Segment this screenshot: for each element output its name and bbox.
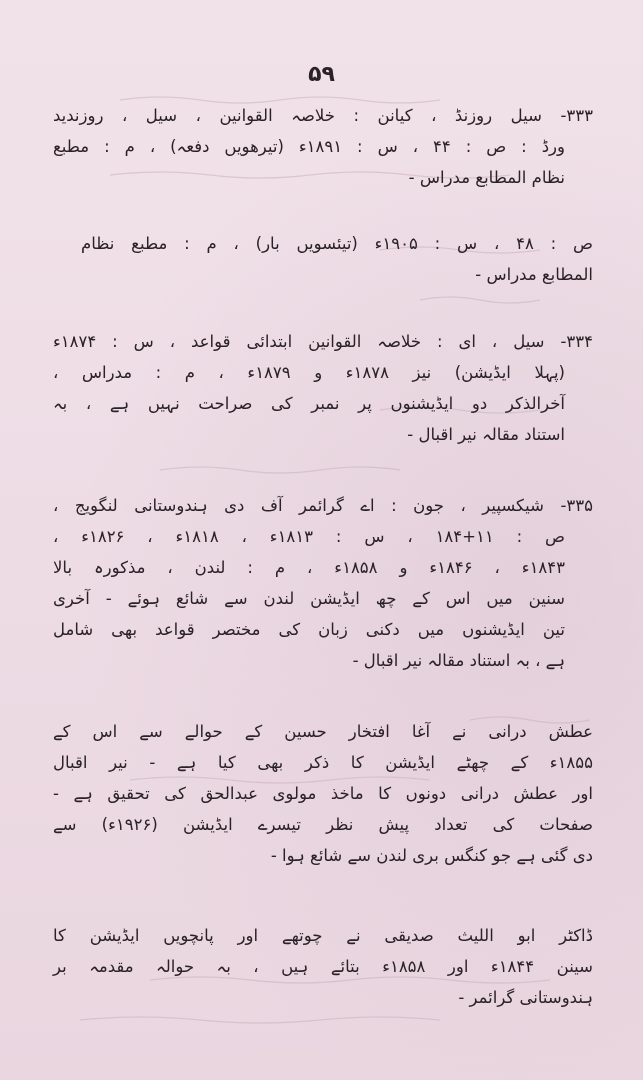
entry-line: ۳۳۴- سیل ، ای : خلاصہ القوانین ابتدائی قواعد ، س : ۱۸۷۴ء [53, 332, 593, 351]
entry-line: ورڈ : ص : ۴۴ ، س : ۱۸۹۱ء (تیرھویں دفعہ) ، م : مطبع [53, 137, 565, 156]
note-paragraph-2 [53, 920, 593, 1013]
entry-334 [53, 326, 593, 450]
entry-335 [53, 490, 593, 676]
note-line: ہندوستانی گرائمر - [458, 988, 593, 1007]
entry-line: ۳۳۳- سیل روزنڈ ، کیانن : خلاصہ القوانین ، سیل ، روزندید [53, 106, 593, 125]
note-line: ۱۸۵۵ء کے چھٹے ایڈیشن کا ذکر بھی کیا ہے - نیر اقبال [53, 753, 593, 772]
entry-line: ص : ۱۱+۱۸۴ ، س : ۱۸۱۳ء ، ۱۸۱۸ء ، ۱۸۲۶ء ، [53, 527, 565, 546]
entry-line: المطابع مدراس - [475, 265, 593, 284]
entry-line: ۳۳۵- شیکسپیر ، جون : اے گرائمر آف دی ہندوستانی لنگویج ، [53, 496, 593, 515]
entry-333-note [81, 228, 593, 290]
note-line: اور عطش درانی دونوں کا ماخذ مولوی عبدالحق کی تحقیق ہے - [53, 784, 593, 803]
entry-line: ہے ، بہ استناد مقالہ نیر اقبال - [352, 651, 565, 670]
entry-line: استناد مقالہ نیر اقبال - [407, 425, 565, 444]
entry-line: سنین میں اس کے چھ ایڈیشن لندن سے شائع ہوئے - آخری [53, 589, 565, 608]
entry-line: (پہلا ایڈیشن) نیز ۱۸۷۸ء و ۱۸۷۹ء ، م : مدراس ، [53, 363, 565, 382]
entry-333 [53, 100, 593, 193]
note-line: دی گئی ہے جو کنگس بری لندن سے شائع ہوا - [270, 846, 593, 865]
entry-line: تین ایڈیشنوں میں دکنی زبان کی مختصر قواعد بھی شامل [53, 620, 565, 639]
note-line: عطش درانی نے آغا افتخار حسین کے حوالے سے اس کے [53, 722, 593, 741]
entry-line: آخرالذکر دو ایڈیشنوں پر نمبر کی صراحت نہیں ہے ، بہ [53, 394, 565, 413]
page-number: ۵۹ [308, 62, 335, 87]
entry-line: ۱۸۴۳ء ، ۱۸۴۶ء و ۱۸۵۸ء ، م : لندن ، مذکورہ بالا [53, 558, 566, 577]
note-line: سینن ۱۸۴۴ء اور ۱۸۵۸ء بتائے ہیں ، بہ حوالہ مقدمہ بر [53, 957, 593, 976]
entry-line: نظام المطابع مدراس - [408, 168, 565, 187]
note-paragraph-1 [53, 716, 593, 871]
note-line: ڈاکٹر ابو اللیث صدیقی نے چوتھے اور پانچویں ایڈیشن کا [53, 926, 593, 945]
note-line: صفحات کی تعداد پیش نظر تیسرے ایڈیشن (۱۹۲۶ء) سے [53, 815, 593, 834]
entry-line: ص : ۴۸ ، س : ۱۹۰۵ء (تیئسویں بار) ، م : مطبع نظام [81, 234, 593, 253]
